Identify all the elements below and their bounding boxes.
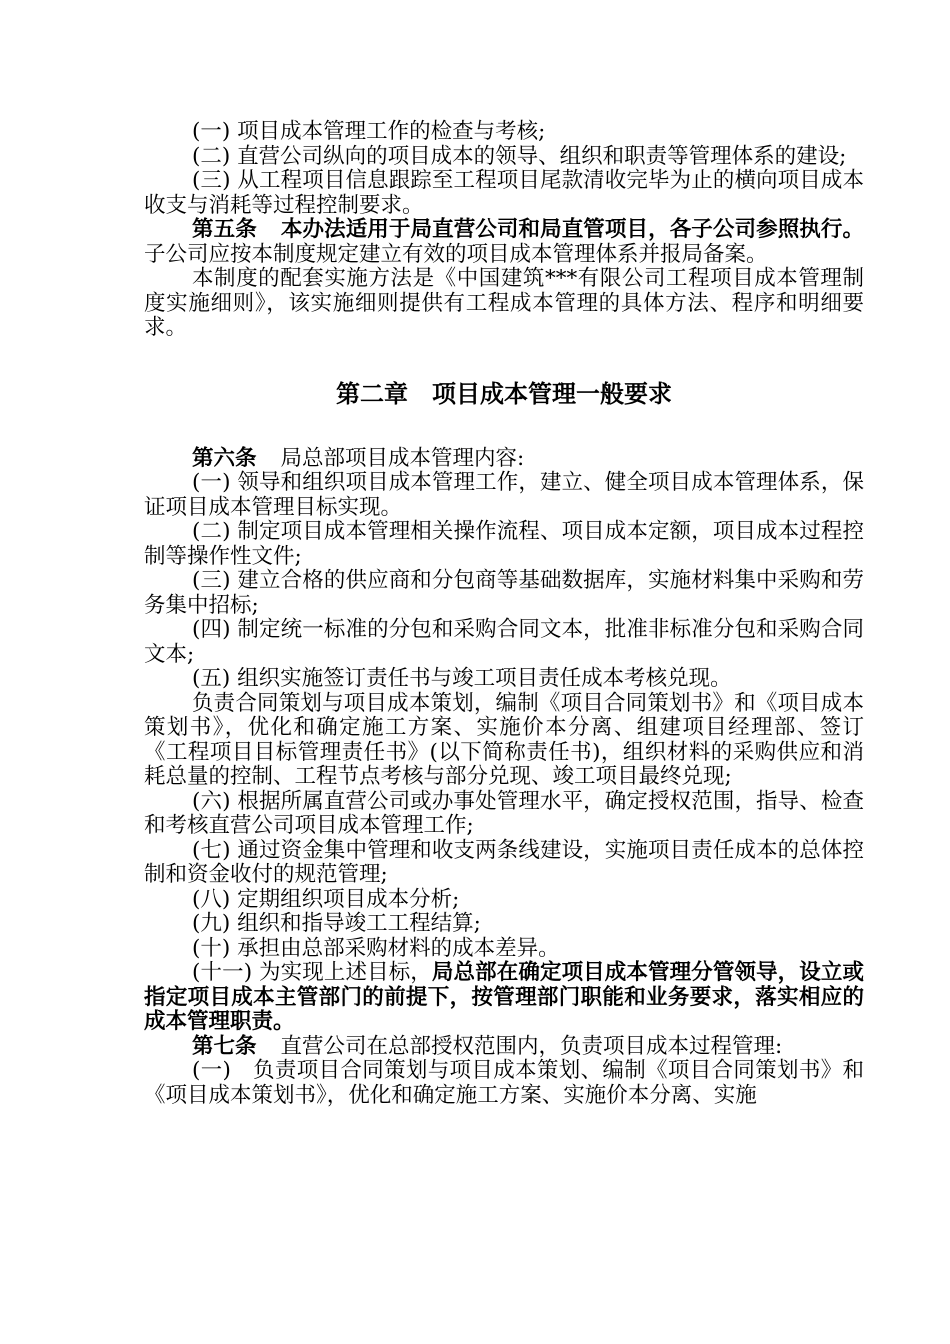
article-7-intro — [144, 1035, 864, 1060]
article-6-item: (八) 定期组织项目成本分析; — [192, 886, 460, 912]
article-5-label: 第五条 — [192, 217, 257, 242]
article-5-text: 子公司应按本制度规定建立有效的项目成本管理体系并报局备案。 — [144, 241, 768, 267]
scope-item-3: (三) 从工程项目信息跟踪至工程项目尾款清收完毕为止的横向项目成本收支与消耗等过程控制要求。 — [144, 168, 864, 218]
article-7-label: 第七条 — [192, 1033, 257, 1059]
article-6-item: (二) 制定项目成本管理相关操作流程、项目成本定额，项目成本过程控制等操作性文件; — [144, 519, 864, 569]
scope-item-2: (二) 直营公司纵向的项目成本的领导、组织和职责等管理体系的建设; — [192, 143, 847, 169]
article-6-item: (五) 组织实施签订责任书与竣工项目责任成本考核兑现。 — [192, 666, 732, 691]
article-6-label: 第六条 — [192, 445, 257, 471]
article-5-bold-text: 本办法适用于局直营公司和局直管项目，各子公司参照执行。 — [280, 217, 864, 242]
article-6-item: (七) 通过资金集中管理和收支两条线建设，实施项目责任成本的总体控制和资金收付的规范管理; — [144, 837, 864, 887]
article-6-item-11-bold: 局总部在确定项目成本管理分管领导，设立或指定项目成本主管部门的前提下，按管理部门职能和业务要求，落实相应的成本管理职责。 — [144, 960, 864, 1034]
article-5 — [144, 218, 864, 267]
article-7-item-1: (一) 负责项目合同策划与项目成本策划、编制《项目合同策划书》和《项目成本策划书》，优化和确定施工方案、实施价本分离、实施 — [144, 1058, 864, 1108]
article-6-item-11 — [144, 961, 864, 1035]
document-page — [144, 118, 864, 1108]
article-6-item: (四) 制定统一标准的分包和采购合同文本，批准非标准分包和采购合同文本; — [144, 617, 864, 667]
chapter-title: 项目成本管理一般要求 — [432, 378, 672, 408]
article-6-item: (六) 根据所属直营公司或办事处管理水平，确定授权范围，指导、检查和考核直营公司项目成本管理工作; — [144, 788, 864, 838]
scope-item-1: (一) 项目成本管理工作的检查与考核; — [192, 119, 546, 144]
chapter-number: 第二章 — [336, 378, 408, 408]
chapter-heading — [144, 379, 864, 409]
supporting-rules-paragraph: 本制度的配套实施方法是《中国建筑***有限公司工程项目成本管理制度实施细则》，该实施细则提供有工程成本管理的具体方法、程序和明细要求。 — [144, 266, 864, 340]
article-6-intro-text: 局总部项目成本管理内容: — [280, 445, 525, 471]
article-7-intro-text: 直营公司在总部授权范围内，负责项目成本过程管理: — [280, 1033, 783, 1059]
article-6-item-11-text: (十一) 为实现上述目标， — [192, 960, 432, 985]
article-6-paragraph: 负责合同策划与项目成本策划，编制《项目合同策划书》和《项目成本策划书》，优化和确定施工方案、实施价本分离、组建项目经理部、签订《工程项目目标管理责任书》(以下简称责任书)，组织材料的采购供应和消耗总量的控制、工程节点考核与部分兑现、竣工项目最终兑现; — [144, 690, 864, 789]
article-6-item: (一) 领导和组织项目成本管理工作，建立、健全项目成本管理体系，保证项目成本管理目标实现。 — [144, 470, 864, 520]
article-6-item: (三) 建立合格的供应商和分包商等基础数据库，实施材料集中采购和劳务集中招标; — [144, 568, 864, 618]
article-6-intro — [144, 447, 864, 472]
article-6-item: (九) 组织和指导竣工工程结算; — [192, 911, 481, 936]
article-6-item: (十) 承担由总部采购材料的成本差异。 — [192, 935, 560, 961]
